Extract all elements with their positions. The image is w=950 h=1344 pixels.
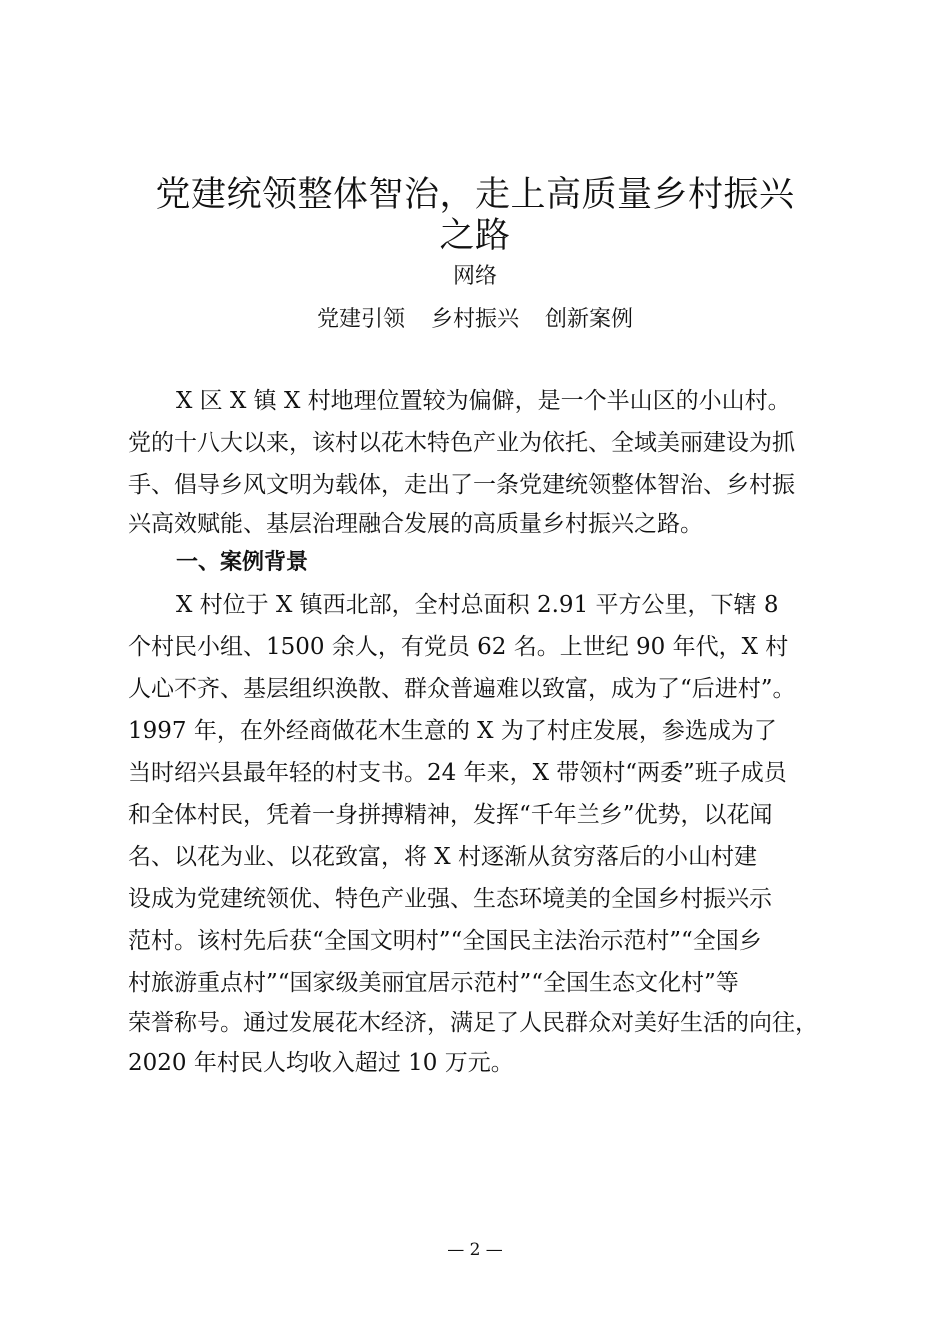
body-line: 和全体村民，凭着一身拼搏精神，发挥“千年兰乡”优势，以花闻 <box>128 802 773 828</box>
body-line: 党的十八大以来，该村以花木特色产业为依托、全域美丽建设为抓 <box>128 430 795 456</box>
keyword: 乡村振兴 <box>430 307 519 332</box>
body-line: 范村。该村先后获“全国文明村”“全国民主法治示范村”“全国乡 <box>128 928 762 954</box>
body-line: 荣誉称号。通过发展花木经济，满足了人民群众对美好生活的向往， <box>128 1010 818 1036</box>
document-title-line-1: 党建统领整体智治，走上高质量乡村振兴 <box>155 175 795 215</box>
body-line: 村旅游重点村”“国家级美丽宜居示范村”“全国生态文化村”等 <box>128 970 739 996</box>
author: 网络 <box>452 264 497 289</box>
body-line: 当时绍兴县最年轻的村支书。24 年来，X 带领村“两委”班子成员 <box>128 760 787 786</box>
body-line: X 村位于 X 镇西北部，全村总面积 2.91 平方公里，下辖 8 <box>176 592 779 618</box>
body-line: X 区 X 镇 X 村地理位置较为偏僻，是一个半山区的小山村。 <box>176 388 791 414</box>
body-line: 个村民小组、1500 余人，有党员 62 名。上世纪 90 年代，X 村 <box>128 634 789 660</box>
keywords <box>0 305 950 335</box>
body-line: 名、以花为业、以花致富，将 X 村逐渐从贫穷落后的小山村建 <box>128 844 757 870</box>
document-title-line-2: 之路 <box>439 216 511 256</box>
keyword: 党建引领 <box>316 307 405 332</box>
page-number: — 2 — <box>447 1240 503 1260</box>
body-line: 手、倡导乡风文明为载体，走出了一条党建统领整体智治、乡村振 <box>128 472 795 498</box>
body-line: 1997 年，在外经商做花木生意的 X 为了村庄发展，参选成为了 <box>128 718 777 744</box>
keyword: 创新案例 <box>545 307 634 332</box>
body-line: 兴高效赋能、基层治理融合发展的高质量乡村振兴之路。 <box>128 511 703 537</box>
body-line: 2020 年村民人均收入超过 10 万元。 <box>128 1050 514 1076</box>
body-line: 人心不齐、基层组织涣散、群众普遍难以致富，成为了“后进村”。 <box>128 676 796 702</box>
section-heading: 一、案例背景 <box>176 550 309 575</box>
body-line: 设成为党建统领优、特色产业强、生态环境美的全国乡村振兴示 <box>128 886 772 912</box>
